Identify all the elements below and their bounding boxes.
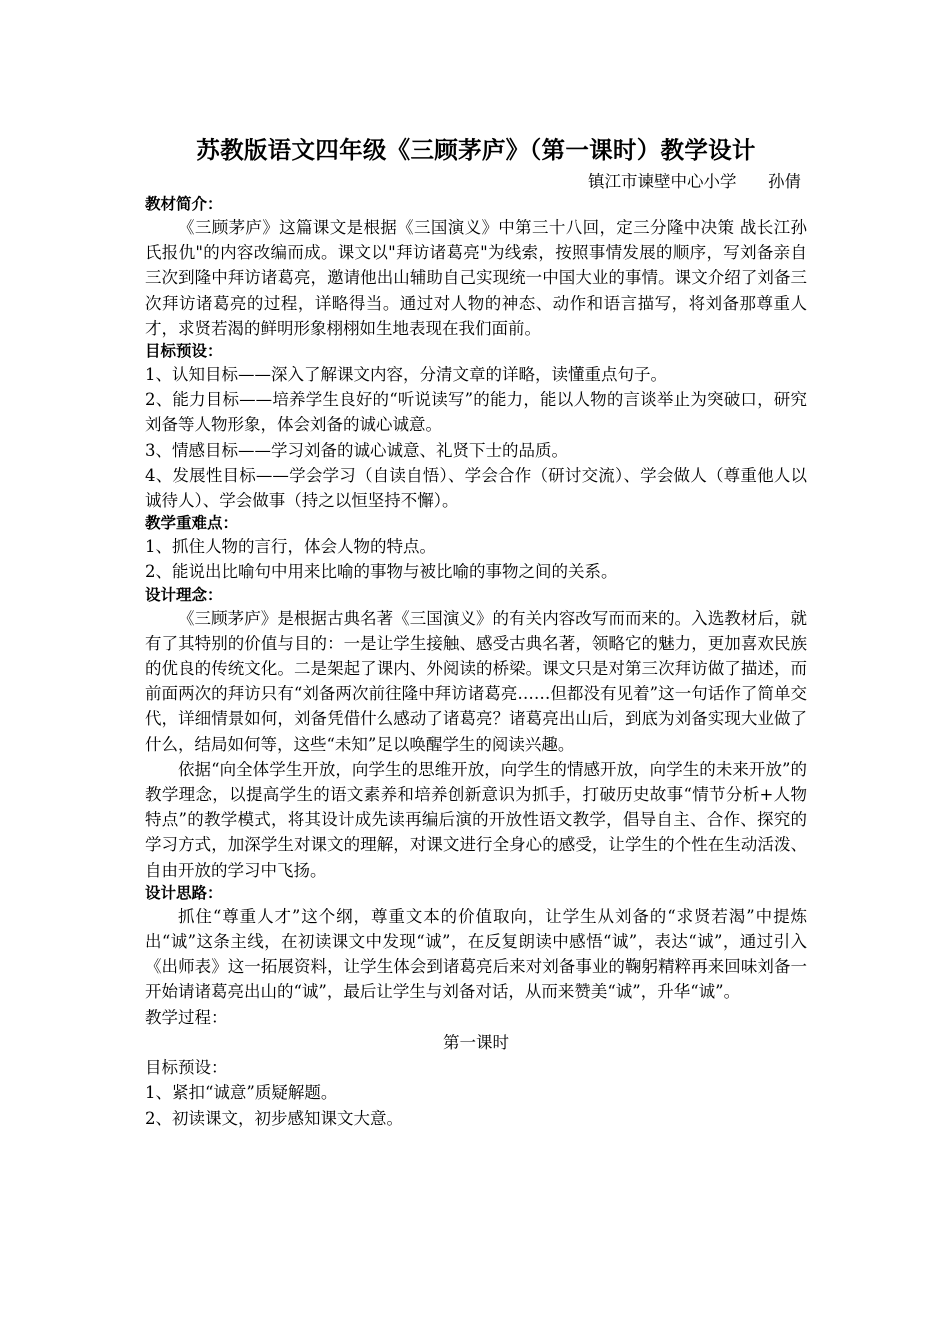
key-points-heading: 教学重难点：	[145, 514, 239, 533]
lesson-goals-label: 目标预设：	[145, 1058, 228, 1078]
goal-item: 1、认知目标——深入了解课文内容，分清文章的详略，读懂重点句子。	[145, 365, 667, 385]
goal-item: 3、情感目标——学习刘备的诚心诚意、礼贤下士的品质。	[145, 440, 568, 460]
lesson-goal-item: 1、紧扣“诚意”质疑解题。	[145, 1083, 338, 1103]
goal-item: 4、发展性目标——学会学习（自读自悟）、学会合作（研讨交流）、学会做人（尊重他人以诚待人）、学会做事（持之以恒坚持不懈）。	[145, 465, 807, 511]
lesson-goal-item: 2、初读课文，初步感知课文大意。	[145, 1108, 403, 1128]
concept-paragraph: 《三顾茅庐》是根据古典名著《三国演义》的有关内容改写而而来的。入选教材后，就有了其特别的价值与目的：一是让学生接触、感受古典名著，领略它的魅力，更加喜欢民族的优良的传统文化。二是架起了课内、外阅读的桥梁。课文只是对第三次拜访做了描述，而前面两次的拜访只有“刘备两次前往隆中拜访诸葛亮……但都没有见着”这一句话作了简单交代，详细情景如何，刘备凭借什么感动了诸葛亮？诸葛亮出山后，到底为刘备实现大业做了什么，结局如何等，这些“未知”足以唤醒学生的阅读兴趣。	[145, 608, 807, 754]
lesson-title: 第一课时	[443, 1032, 509, 1052]
key-point-item: 1、抓住人物的言行，体会人物的特点。	[145, 537, 436, 557]
idea-heading: 设计思路：	[145, 883, 223, 902]
idea-paragraph: 抓住“尊重人才”这个纲，尊重文本的价值取向，让学生从刘备的“求贤若渴”中提炼出“诚”这条主线，在初读课文中发现“诚”，在反复朗读中感悟“诚”，表达“诚”，通过引入《出师表》这一拓展资料，让学生体会到诸葛亮后来对刘备事业的鞠躬精粹再来回味刘备一开始请诸葛亮出山的“诚”，最后让学生与刘备对话，从而来赞美“诚”，升华“诚”。	[145, 906, 807, 1002]
goal-item: 2、能力目标——培养学生良好的“听说读写”的能力，能以人物的言谈举止为突破口，研究刘备等人物形象，体会刘备的诚心诚意。	[145, 390, 807, 435]
intro-paragraph: 《三顾茅庐》这篇课文是根据《三国演义》中第三十八回，定三分隆中决策 战长江孙氏报仇"的内容改编而成。课文以"拜访诸葛亮"为线索，按照事情发展的顺序，写刘备亲自三次到隆中拜访诸葛亮，邀请他出山辅助自己实现统一中国大业的事情。课文介绍了刘备三次拜访诸葛亮的过程，详略得当。通过对人物的神态、动作和语言描写，将刘备那尊重人才，求贤若渴的鲜明形象栩栩如生地表现在我们面前。	[145, 218, 807, 338]
key-point-item: 2、能说出比喻句中用来比喻的事物与被比喻的事物之间的关系。	[145, 562, 618, 582]
goals-heading: 目标预设：	[145, 342, 223, 361]
intro-heading: 教材简介：	[145, 195, 223, 213]
author-line: 镇江市谏壁中心小学 孙倩	[588, 172, 801, 191]
process-label: 教学过程：	[145, 1007, 228, 1027]
concept-heading: 设计理念：	[145, 585, 223, 604]
concept-paragraph: 依据“向全体学生开放，向学生的思维开放，向学生的情感开放，向学生的未来开放”的教学理念，以提高学生的语文素养和培养创新意识为抓手，打破历史故事“情节分析+人物特点”的教学模式，将其设计成先读再编后演的开放性语文教学，倡导自主、合作、探究的学习方式，加深学生对课文的理解，对课文进行全身心的感受，让学生的个性在生动活泼、自由开放的学习中飞扬。	[145, 759, 807, 880]
document-page	[145, 130, 807, 1131]
document-title: 苏教版语文四年级《三顾茅庐》（第一课时）教学设计	[196, 136, 756, 164]
